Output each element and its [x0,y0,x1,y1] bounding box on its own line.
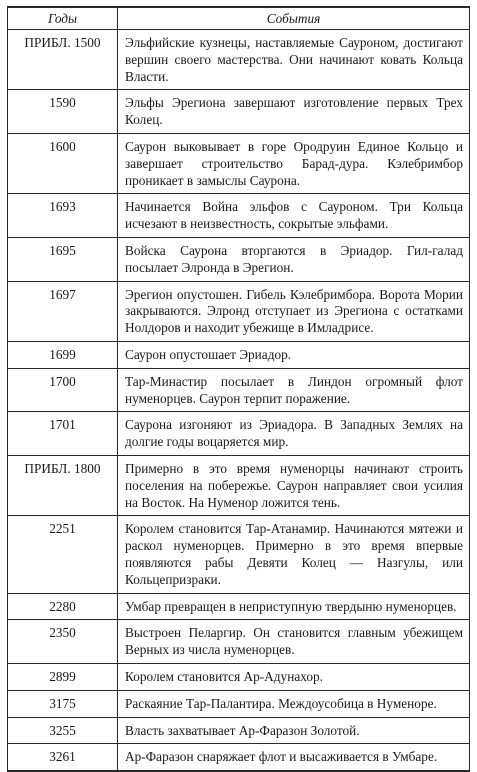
row-event: Саурона изгоняют из Эриадора. В Западных Землях на долгие годы воцаряется мир. [118,412,470,456]
row-year: 1700 [8,368,118,412]
table-row [8,90,470,134]
row-year: 2350 [8,620,118,664]
table-row [8,455,470,515]
row-year: ПРИБЛ. 1800 [8,455,118,515]
row-event: Саурон выковывает в горе Ородруин Единое Кольцо и завершает строительство Барад-дура. Кэлебримбор проникает в замыслы Саурона. [118,133,470,193]
row-year: 3255 [8,717,118,744]
row-year: 3175 [8,690,118,717]
table-header-row [8,7,470,30]
row-event: Начинается Война эльфов с Сауроном. Три Кольца исчезают в неизвестность, сокрытые эльфами. [118,194,470,238]
row-event: Выстроен Пеларгир. Он становится главным убежищем Верных из числа нуменорцев. [118,620,470,664]
row-year: 1600 [8,133,118,193]
row-event: Эльфийские кузнецы, наставляемые Сауроном, достигают вершин своего мастерства. Они начинают ковать Кольца Власти. [118,30,470,90]
table-row [8,690,470,717]
row-event: Примерно в это время нуменорцы начинают строить поселения на побережье. Саурон направляет свои усилия на Восток. На Нуменор ложится тень. [118,455,470,515]
table-row [8,516,470,593]
row-event: Ар-Фаразон снаряжает флот и высаживается в Умбаре. [118,744,470,771]
row-event: Войска Саурона вторгаются в Эриадор. Гил-галад посылает Элронда в Эрегион. [118,237,470,281]
table-row [8,593,470,620]
header-years: Годы [8,7,118,30]
header-events: События [118,7,470,30]
row-year: ПРИБЛ. 1500 [8,30,118,90]
row-event: Власть захватывает Ар-Фаразон Золотой. [118,717,470,744]
table-row [8,663,470,690]
row-event: Тар-Минастир посылает в Линдон огромный флот нуменорцев. Саурон терпит поражение. [118,368,470,412]
table-row [8,620,470,664]
row-event: Королем становится Ар-Адунахор. [118,663,470,690]
row-year: 2899 [8,663,118,690]
table-row [8,281,470,341]
table-row [8,237,470,281]
chronology-table [7,6,470,772]
row-year: 2251 [8,516,118,593]
row-year: 1697 [8,281,118,341]
row-year: 1699 [8,341,118,368]
row-event: Саурон опустошает Эриадор. [118,341,470,368]
table-row [8,341,470,368]
table-row [8,412,470,456]
table-row [8,133,470,193]
row-year: 1590 [8,90,118,134]
row-year: 1693 [8,194,118,238]
table-row [8,368,470,412]
row-event: Умбар превращен в неприступную твердыню нуменорцев. [118,593,470,620]
table-row [8,30,470,90]
row-event: Эрегион опустошен. Гибель Кэлебримбора. Ворота Мории закрываются. Элронд отступает из Эрегиона с остатками Нолдоров и находит убежище в Имладрисе. [118,281,470,341]
row-year: 1701 [8,412,118,456]
row-event: Эльфы Эрегиона завершают изготовление первых Трех Колец. [118,90,470,134]
row-year: 1695 [8,237,118,281]
table-row [8,744,470,771]
table-row [8,717,470,744]
row-year: 3261 [8,744,118,771]
row-event: Раскаяние Тар-Палантира. Междоусобица в Нуменоре. [118,690,470,717]
row-year: 2280 [8,593,118,620]
row-event: Королем становится Тар-Атанамир. Начинаются мятежи и раскол нуменорцев. Примерно в это время впервые появляются рабы Девяти Колец — Назгулы, или Кольцепризраки. [118,516,470,593]
table-row [8,194,470,238]
